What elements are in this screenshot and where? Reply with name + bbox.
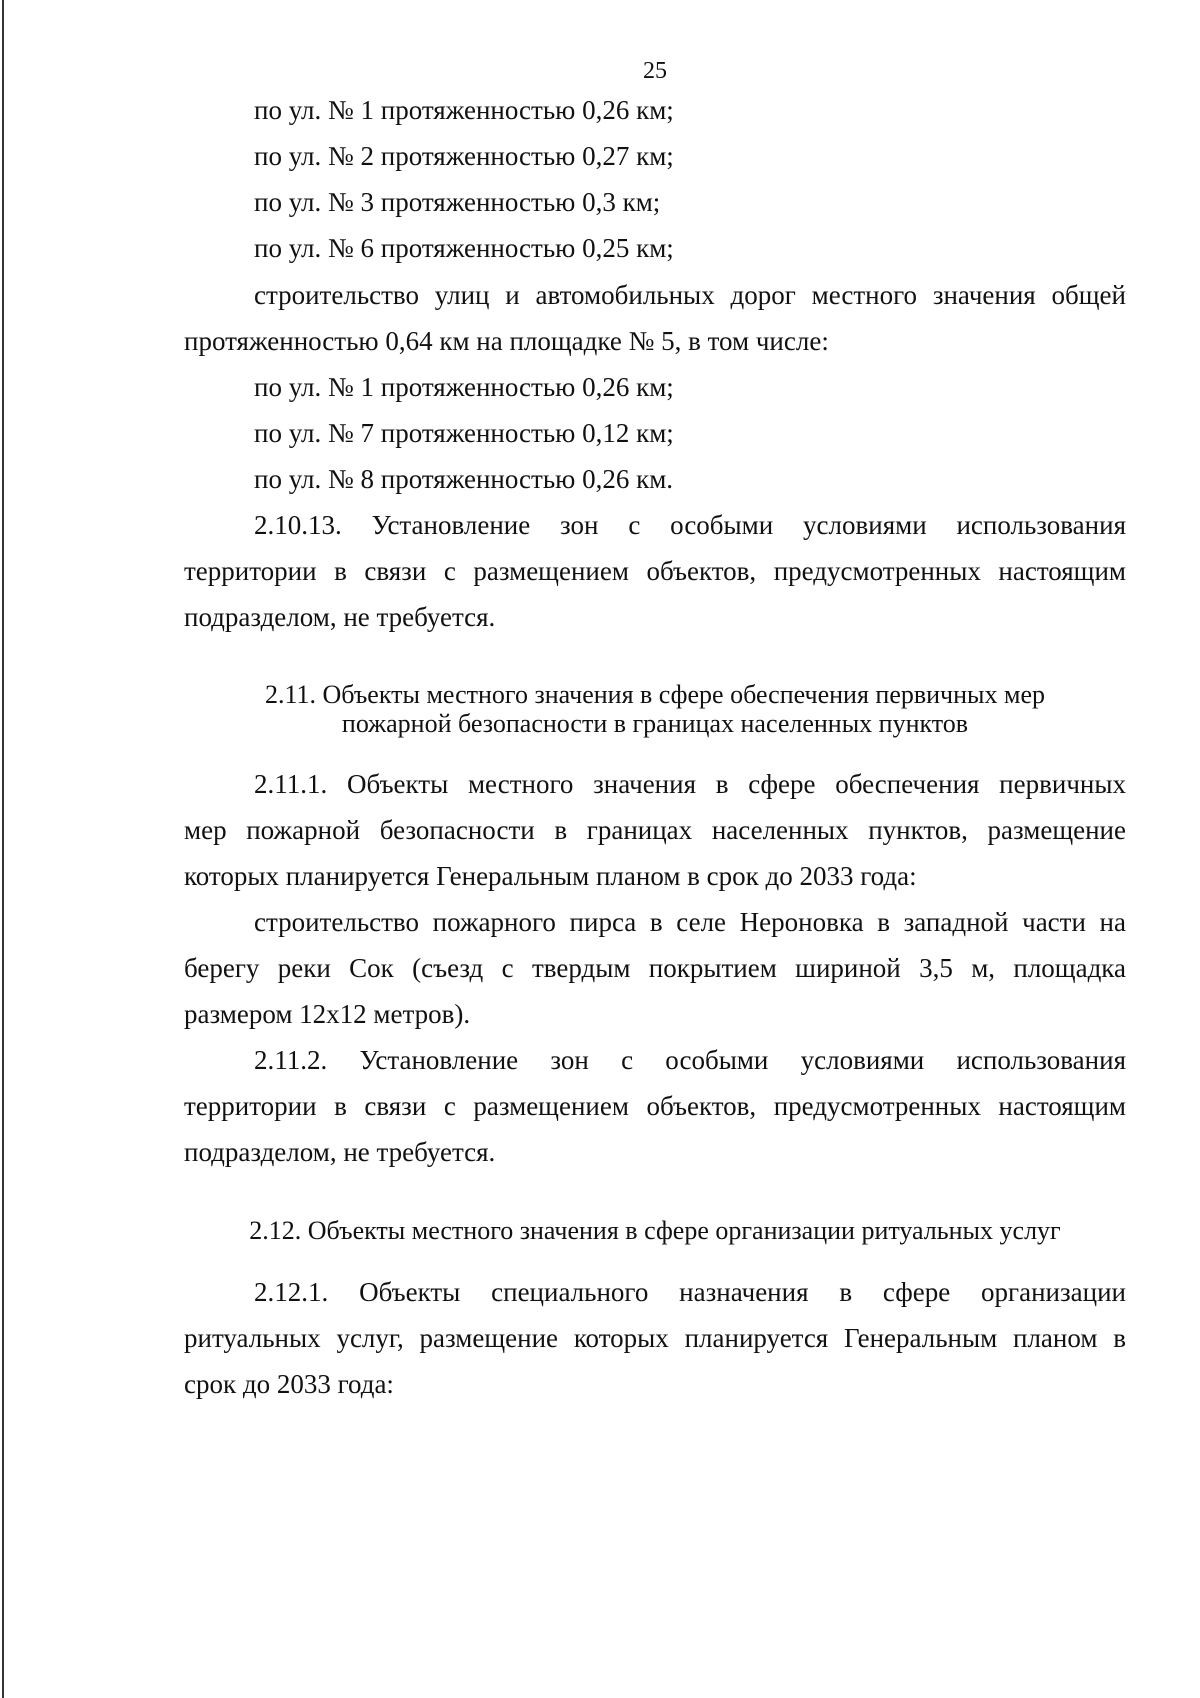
paragraph-line: ритуальных услуг, размещение которых планируется Генеральным планом в — [184, 1323, 1126, 1353]
paragraph-line: территории в связи с размещением объектов, предусмотренных настоящим — [184, 556, 1126, 586]
section-heading: 2.12. Объекты местного значения в сфере организации ритуальных услуг — [249, 1216, 1061, 1245]
paragraph-line: берегу реки Сок (съезд с твердым покрытием шириной 3,5 м, площадка — [184, 953, 1126, 983]
street-line: по ул. № 1 протяженностью 0,26 км; — [254, 372, 674, 402]
paragraph-line: 2.11.2. Установление зон с особыми условиями использования — [254, 1045, 1126, 1075]
paragraph-line: строительство улиц и автомобильных дорог местного значения общей — [254, 280, 1126, 310]
street-line: по ул. № 7 протяженностью 0,12 км; — [254, 418, 674, 448]
paragraph-line: мер пожарной безопасности в границах населенных пунктов, размещение — [184, 815, 1126, 845]
street-line: по ул. № 2 протяженностью 0,27 км; — [254, 141, 674, 171]
paragraph-line: 2.10.13. Установление зон с особыми условиями использования — [254, 510, 1126, 540]
paragraph-line: протяженностью 0,64 км на площадке № 5, в том числе: — [184, 326, 829, 356]
paragraph-line: 2.12.1. Объекты специального назначения в сфере организации — [254, 1277, 1126, 1307]
street-line: по ул. № 6 протяженностью 0,25 км; — [254, 233, 674, 263]
paragraph-line: строительство пожарного пирса в селе Нероновка в западной части на — [254, 907, 1126, 937]
paragraph-line: срок до 2033 года: — [184, 1369, 394, 1399]
paragraph-line: подразделом, не требуется. — [184, 1137, 496, 1167]
page-number: 25 — [643, 58, 667, 84]
section-heading: 2.11. Объекты местного значения в сфере обеспечения первичных мер — [264, 680, 1046, 709]
paragraph-line: территории в связи с размещением объектов, предусмотренных настоящим — [184, 1091, 1126, 1121]
street-line: по ул. № 1 протяженностью 0,26 км; — [254, 95, 674, 125]
paragraph-line: которых планируется Генеральным планом в срок до 2033 года: — [184, 861, 917, 891]
scan-edge — [2, 0, 4, 1698]
paragraph-line: размером 12х12 метров). — [184, 999, 471, 1029]
street-line: по ул. № 3 протяженностью 0,3 км; — [254, 187, 661, 217]
paragraph-line: подразделом, не требуется. — [184, 602, 496, 632]
section-heading: пожарной безопасности в границах населенных пунктов — [341, 709, 969, 738]
street-line: по ул. № 8 протяженностью 0,26 км. — [254, 464, 674, 494]
paragraph-line: 2.11.1. Объекты местного значения в сфере обеспечения первичных — [254, 769, 1126, 799]
